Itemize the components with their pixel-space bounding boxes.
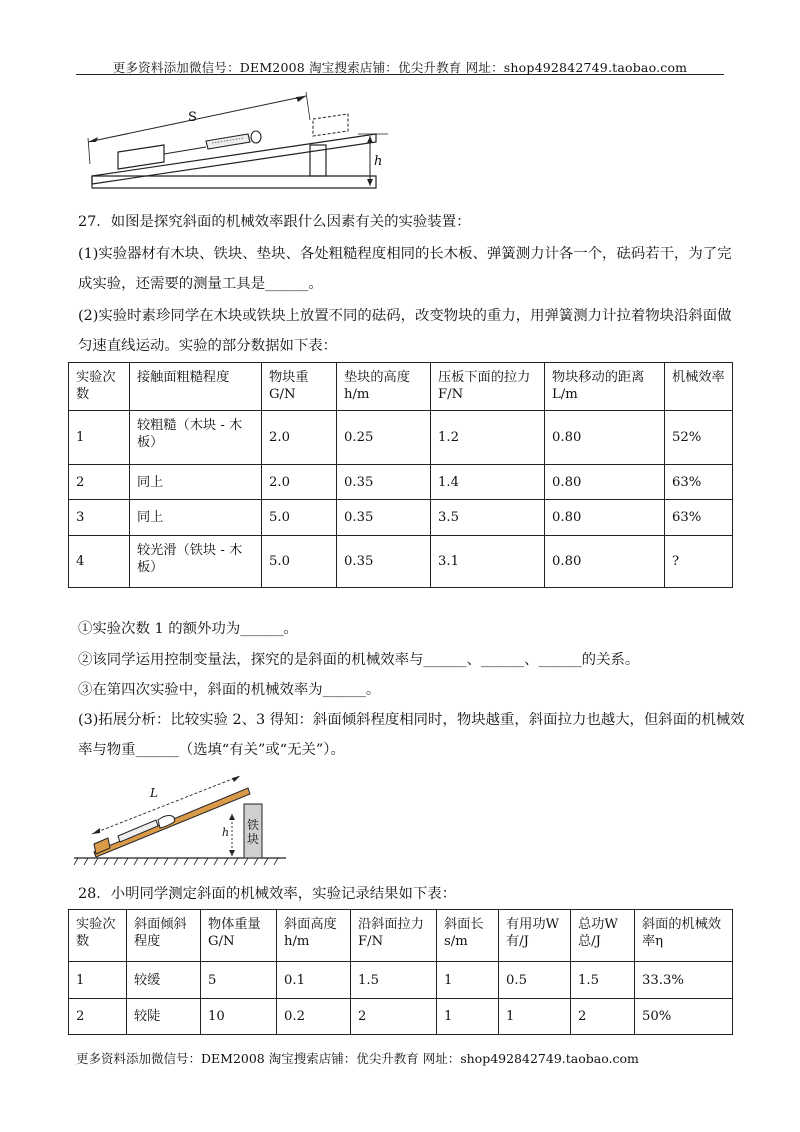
- table-row: [69, 999, 733, 1035]
- table-row: [69, 465, 733, 500]
- table-cell: 0.5: [499, 962, 571, 999]
- table-row: [69, 536, 733, 588]
- header-cell: 物块移动的距离L/m: [545, 363, 665, 411]
- table-cell: 0.25: [337, 411, 431, 465]
- table-cell: 0.80: [545, 411, 665, 465]
- label-s: S: [188, 110, 197, 125]
- table-cell: 较陡: [127, 999, 201, 1035]
- q27-part1-line2: 成实验，还需要的测量工具是______。: [78, 276, 323, 292]
- table-cell: 5.0: [262, 500, 337, 536]
- label-l: L: [150, 786, 158, 800]
- table-cell: 1.5: [571, 962, 635, 999]
- q27-part2-line2: 匀速直线运动。实验的部分数据如下表：: [78, 338, 338, 354]
- header-cell: 实验次数: [69, 910, 127, 962]
- q28-data-table: [68, 909, 733, 1035]
- table-row: [69, 962, 733, 999]
- table-cell: 10: [201, 999, 277, 1035]
- header-cell: 机械效率: [665, 363, 733, 411]
- header-cell: 斜面高度h/m: [277, 910, 351, 962]
- header-cell: 接触面粗糙程度: [130, 363, 262, 411]
- table-cell: 2: [69, 465, 130, 500]
- table-cell: 1: [69, 411, 130, 465]
- table-cell: 0.80: [545, 536, 665, 588]
- table-header-row: [69, 363, 733, 411]
- table-cell: 同上: [130, 465, 262, 500]
- figure-incline-setup: [78, 84, 398, 194]
- header-cell: 斜面倾斜程度: [127, 910, 201, 962]
- header-cell: 沿斜面拉力F/N: [351, 910, 437, 962]
- table-cell: 0.35: [337, 465, 431, 500]
- figure-incline-iron-block: [72, 774, 292, 868]
- table-header-row: [69, 910, 733, 962]
- table-cell: 63%: [665, 465, 733, 500]
- header-cell: 实验次数: [69, 363, 130, 411]
- q27-title: 27．如图是探究斜面的机械效率跟什么因素有关的实验装置：: [78, 214, 471, 230]
- label-h: h: [374, 154, 383, 169]
- table-cell: 3.5: [431, 500, 545, 536]
- table-cell: 2: [571, 999, 635, 1035]
- table-cell: 1: [499, 999, 571, 1035]
- label-h: h: [222, 826, 230, 839]
- q27-part3-line2: 率与物重______（选填“有关”或“无关”）。: [78, 742, 345, 758]
- table-cell: 1: [437, 962, 499, 999]
- table-cell: 1.2: [431, 411, 545, 465]
- page-footer: 更多资料添加微信号：DEM2008 淘宝搜索店铺：优尖升教育 网址：shop492842749.taobao.com: [76, 1051, 639, 1066]
- header-cell: 物块重G/N: [262, 363, 337, 411]
- table-cell: 0.80: [545, 465, 665, 500]
- header-cell: 总功W总/J: [571, 910, 635, 962]
- table-cell: 0.80: [545, 500, 665, 536]
- table-cell: 33.3%: [635, 962, 733, 999]
- table-row: [69, 411, 733, 465]
- q27-sub3: ③在第四次实验中，斜面的机械效率为______。: [78, 682, 381, 698]
- q28-title: 28．小明同学测定斜面的机械效率，实验记录结果如下表：: [78, 886, 457, 902]
- table-cell: 较光滑（铁块 - 木板）: [130, 536, 262, 588]
- table-cell: 2.0: [262, 411, 337, 465]
- table-cell: 4: [69, 536, 130, 588]
- table-cell: 0.35: [337, 536, 431, 588]
- q27-sub1: ①实验次数 1 的额外功为______。: [78, 621, 298, 637]
- q27-data-table: [68, 362, 733, 588]
- table-cell: ?: [665, 536, 733, 588]
- header-divider: [76, 74, 724, 75]
- table-cell: 较粗糙（木块 - 木板）: [130, 411, 262, 465]
- header-cell: 垫块的高度h/m: [337, 363, 431, 411]
- header-cell: 压板下面的拉力F/N: [431, 363, 545, 411]
- table-cell: 3: [69, 500, 130, 536]
- table-cell: 2: [69, 999, 127, 1035]
- header-cell: 物体重量G/N: [201, 910, 277, 962]
- iron-block-label: 铁块: [246, 818, 259, 846]
- q27-part1-line1: (1)实验器材有木块、铁块、垫块、各处粗糙程度相同的长木板、弹簧测力计各一个，砝码若干，为了完: [78, 246, 732, 262]
- q27-part3-line1: (3)拓展分析：比较实验 2、3 得知：斜面倾斜程度相同时，物块越重，斜面拉力也越大，但斜面的机械效: [78, 712, 745, 728]
- table-cell: 1.4: [431, 465, 545, 500]
- table-cell: 63%: [665, 500, 733, 536]
- table-cell: 5: [201, 962, 277, 999]
- q27-sub2: ②该同学运用控制变量法，探究的是斜面的机械效率与______、______、______的关系。: [78, 652, 640, 668]
- table-cell: 同上: [130, 500, 262, 536]
- table-cell: 1: [437, 999, 499, 1035]
- page-header: 更多资料添加微信号：DEM2008 淘宝搜索店铺：优尖升教育 网址：shop492842749.taobao.com: [112, 60, 688, 75]
- table-cell: 0.2: [277, 999, 351, 1035]
- table-cell: 1: [69, 962, 127, 999]
- header-cell: 斜面长s/m: [437, 910, 499, 962]
- table-cell: 1.5: [351, 962, 437, 999]
- table-cell: 2.0: [262, 465, 337, 500]
- header-cell: 斜面的机械效率η: [635, 910, 733, 962]
- header-cell: 有用功W有/J: [499, 910, 571, 962]
- q27-part2-line1: (2)实验时素珍同学在木块或铁块上放置不同的砝码，改变物块的重力，用弹簧测力计拉着物块沿斜面做: [78, 308, 732, 324]
- table-cell: 52%: [665, 411, 733, 465]
- table-cell: 0.35: [337, 500, 431, 536]
- table-cell: 5.0: [262, 536, 337, 588]
- table-cell: 较缓: [127, 962, 201, 999]
- table-cell: 50%: [635, 999, 733, 1035]
- table-cell: 3.1: [431, 536, 545, 588]
- table-cell: 2: [351, 999, 437, 1035]
- table-row: [69, 500, 733, 536]
- table-cell: 0.1: [277, 962, 351, 999]
